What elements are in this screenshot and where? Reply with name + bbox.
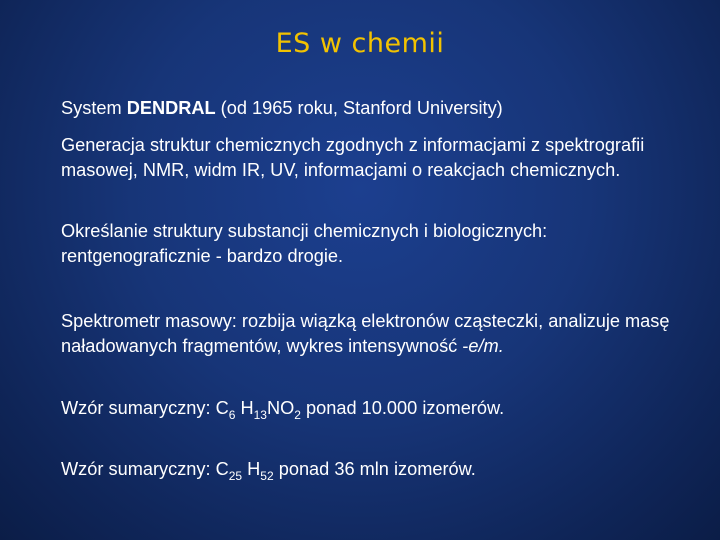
formula2-sub-h: 52	[260, 469, 274, 483]
formula1-no: NO	[266, 398, 295, 418]
paragraph-formula-1	[61, 396, 671, 421]
text-spectrometer: Spektrometr masowy: rozbija wiązką elektronów cząsteczki, analizuje masę naładowanych fragmentów, wykres intensywność -	[61, 311, 670, 356]
paragraph-formula-2	[61, 457, 671, 482]
paragraph-generation	[61, 133, 671, 183]
slide-title: ES w chemii	[275, 28, 445, 59]
text-generation: Generacja struktur chemicznych zgodnych z informacjami z spektrografii masowej, NMR, widm IR, UV, informacjami o reakcjach chemicznych.	[61, 135, 645, 180]
paragraph-spectrometer	[61, 309, 671, 359]
formula2-sub-c: 25	[228, 469, 243, 483]
formula2-h: H	[242, 459, 261, 479]
text-dendral-pre: System	[61, 98, 127, 118]
formula1-sub-c: 6	[228, 408, 236, 422]
text-dendral-post: (od 1965 roku, Stanford University)	[215, 98, 503, 118]
text-structure: Określanie struktury substancji chemicznych i biologicznych: rentgenograficznie - bardzo drogie.	[61, 221, 548, 266]
paragraph-structure	[61, 219, 671, 269]
text-dendral-bold: DENDRAL	[126, 98, 216, 118]
formula1-post: ponad 10.000 izomerów.	[300, 398, 505, 418]
formula2-post: ponad 36 mln izomerów.	[273, 459, 476, 479]
formula1-sub-h: 13	[253, 408, 267, 422]
paragraph-dendral	[61, 96, 671, 121]
formula2-pre: Wzór sumaryczny: C	[61, 459, 229, 479]
formula1-h: H	[235, 398, 254, 418]
formula1-pre: Wzór sumaryczny: C	[61, 398, 229, 418]
text-em: e/m.	[468, 336, 504, 356]
formula1-sub-o: 2	[294, 408, 301, 422]
